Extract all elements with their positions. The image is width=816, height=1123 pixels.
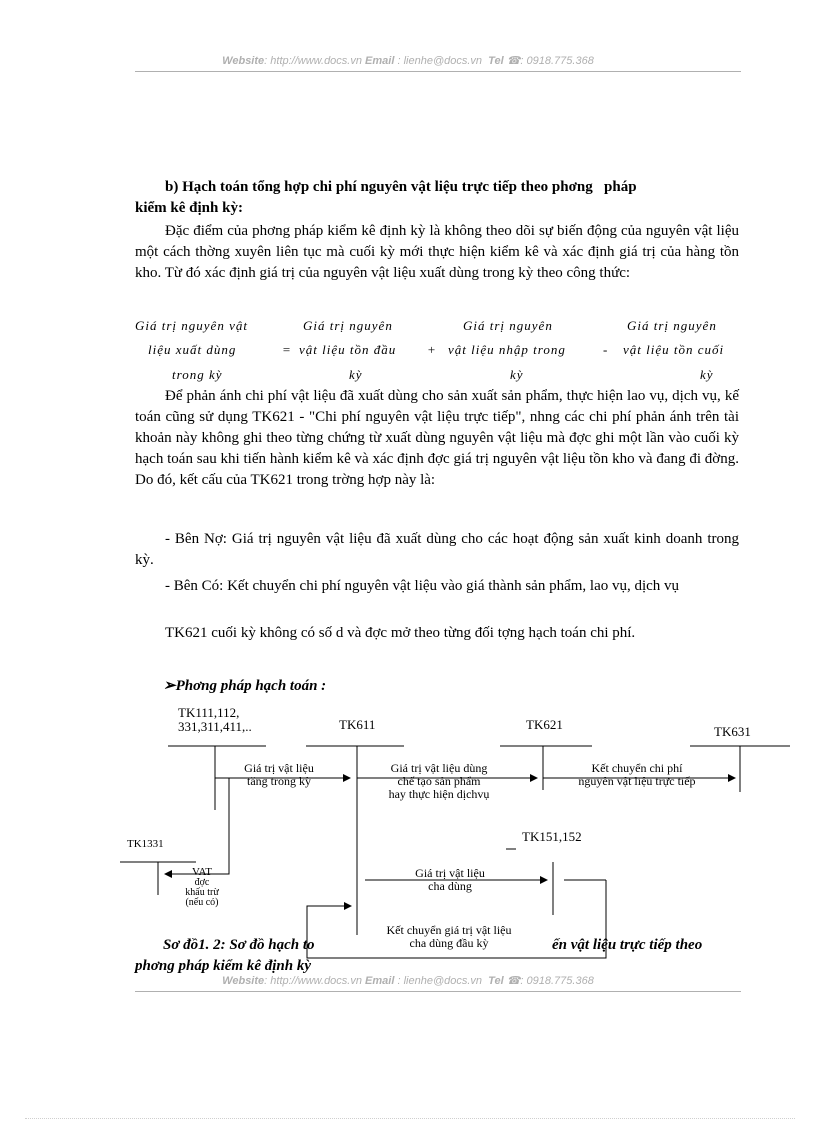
label-vat-line4: (nếu có): [185, 897, 219, 908]
tk111-label: [178, 706, 252, 734]
page-footer: [0, 974, 816, 987]
formula-c4-l3: kỳ: [700, 367, 714, 382]
tk111-label-line2: 331,311,411,..: [178, 719, 252, 734]
tk631-label: TK631: [714, 724, 751, 739]
label-vat-line1: VAT: [192, 866, 212, 878]
tk611-label: TK611: [339, 717, 376, 732]
caption-part1: Sơ đồ1. 2: Sơ đồ hạch to: [163, 937, 315, 953]
label-chadung-line2: cha dùng: [428, 879, 472, 893]
label-chetao-line1: Giá trị vật liệu dùng: [390, 761, 488, 775]
paragraph-3: - Bên Nợ: Giá trị nguyên vật liệu đã xuất dùng cho các hoạt động sản xuất kinh doanh trong kỳ.: [135, 531, 739, 568]
label-kcdk: [364, 924, 534, 950]
label-chetao-line2: chế tạo sản phẩm: [397, 774, 481, 788]
page-bottom-divider: [25, 1118, 795, 1119]
label-chetao-line3: hay thực hiện dịchvụ: [388, 787, 490, 801]
tk151-label: TK151,152: [522, 829, 582, 844]
formula-plus: +: [427, 342, 437, 357]
footer-tel-label: Tel: [488, 975, 504, 987]
footer-email-value[interactable]: : lienhe@docs.vn: [397, 975, 483, 987]
formula-c4-l2: vật liệu tồn cuối: [623, 342, 725, 357]
website-url[interactable]: : http://www.docs.vn: [264, 55, 362, 67]
formula-c2-l1: Giá trị nguyên: [303, 318, 393, 333]
label-kc-line2: nguyên vật liệu trực tiếp: [578, 774, 696, 788]
label-chadung: [392, 867, 508, 893]
label-kcdk-line1: Kết chuyển giá trị vật liệu: [386, 923, 512, 937]
formula-equals: =: [282, 342, 292, 357]
label-kc-line1: Kết chuyển chi phí: [591, 761, 683, 775]
formula-c1-l2: liệu xuất dùng: [148, 342, 237, 357]
label-vat: [176, 867, 228, 908]
formula-c1-l3: trong kỳ: [172, 367, 223, 382]
label-kcdk-line2: cha dùng đầu kỳ: [409, 936, 489, 950]
caption-line2: phơng pháp kiểm kê định kỳ: [135, 958, 311, 974]
caption-part2: ến vật liệu trực tiếp theo: [552, 937, 703, 953]
paragraph-4: - Bên Có: Kết chuyển chi phí nguyên vật liệu vào giá thành sản phẩm, lao vụ, dịch vụ: [165, 578, 680, 594]
footer-website-label: Website: [222, 975, 265, 987]
label-tang-line2: tăng trong kỳ: [247, 774, 311, 788]
label-chadung-line1: Giá trị vật liệu: [415, 866, 485, 880]
formula-c4-l1: Giá trị nguyên: [627, 318, 717, 333]
label-kc: [558, 762, 716, 788]
formula-c2-l3: kỳ: [349, 367, 363, 382]
formula-c3-l1: Giá trị nguyên: [463, 318, 553, 333]
website-label: Website: [222, 55, 265, 67]
footer-tel-value: : 0918.775.368: [520, 975, 594, 987]
formula-c2-l2: vật liệu tồn đầu: [299, 342, 397, 357]
paragraph-1: Đặc điểm của phơng pháp kiểm kê định kỳ là không theo dõi sự biến động của nguyên vật liệu một cách thờng xuyên liên tục mà cuối kỳ mới thực hiện kiểm kê và xác định giá trị của hàng tồn kho. Từ đó xác định giá trị của nguyên vật liệu xuất dùng trong kỳ theo công thức:: [135, 223, 739, 281]
arrow-bullet-icon: ➢: [163, 678, 176, 694]
phone-icon: ☎: [506, 975, 521, 987]
paragraph-2: Để phản ánh chi phí vật liệu đã xuất dùng cho sản xuất sản phẩm, thực hiện lao vụ, dịch vụ, kế toán cũng sử dụng TK621 - "Chi phí nguyên vật liệu trực tiếp", nhng các chi phí phản ánh trên tài khoản này không ghi theo từng chứng từ xuất dùng nguyên vật liệu mà đợc ghi một lần vào cuối kỳ hạch toán sau khi tiến hành kiểm kê và xác định đợc giá trị nguyên vật liệu tồn kho và đang đi đờng. Do đó, kết cấu của TK621 trong trờng hợp này là:: [135, 388, 739, 488]
tel-value: : 0918.775.368: [520, 55, 594, 67]
section-title-line2: kiểm kê định kỳ:: [135, 200, 243, 216]
formula-c1-l1: Giá trị nguyên vật: [135, 318, 248, 333]
footer-website-url[interactable]: : http://www.docs.vn: [264, 975, 362, 987]
tk621-label: TK621: [526, 717, 563, 732]
formula-minus: -: [603, 342, 609, 357]
method-title: Phơng pháp hạch toán :: [175, 678, 327, 694]
formula-c3-l3: kỳ: [510, 367, 524, 382]
footer-rule: [135, 991, 741, 992]
tel-label: Tel: [488, 55, 504, 67]
paragraph-5: TK621 cuối kỳ không có số d và đợc mở theo từng đối tợng hạch toán chi phí.: [165, 625, 636, 641]
phone-icon: ☎: [506, 55, 521, 67]
footer-email-label: Email: [365, 975, 395, 987]
email-label: Email: [365, 55, 395, 67]
label-tang: [226, 762, 332, 788]
tk111-label-line1: TK111,112,: [178, 705, 240, 720]
formula-c3-l2: vật liệu nhập trong: [448, 342, 566, 357]
label-tang-line1: Giá trị vật liệu: [244, 761, 314, 775]
email-value[interactable]: : lienhe@docs.vn: [397, 55, 483, 67]
section-title-line1: b) Hạch toán tổng hợp chi phí nguyên vật liệu trực tiếp theo phơng pháp: [165, 179, 637, 195]
tk1331-label: TK1331: [127, 838, 164, 850]
label-vat-line2: đợc: [194, 877, 210, 888]
label-chetao: [368, 762, 510, 801]
label-vat-line3: khấu trừ: [185, 887, 219, 898]
